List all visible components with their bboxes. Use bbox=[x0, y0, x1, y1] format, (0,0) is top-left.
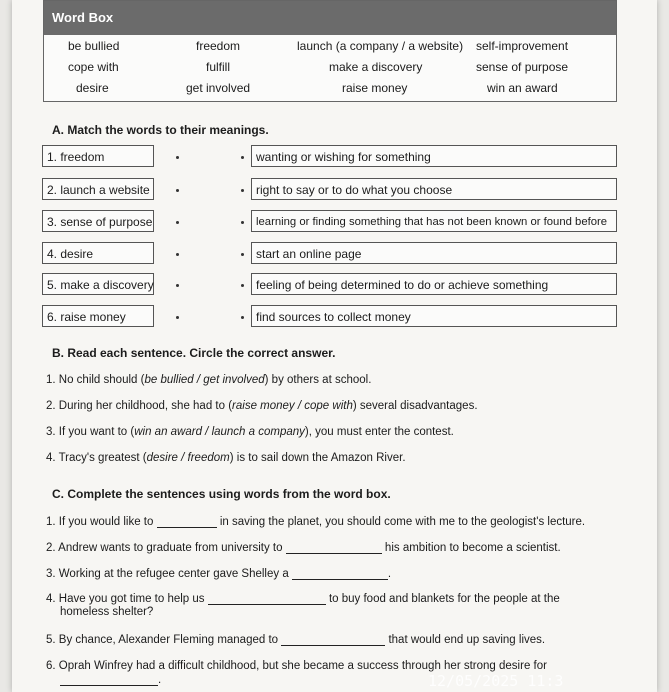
match-right-item: right to say or to do what you choose bbox=[251, 178, 617, 200]
word-item: fulfill bbox=[206, 60, 231, 74]
photo-timestamp: 12/05/2025 11:3 bbox=[428, 672, 564, 690]
word-item: launch (a company / a website) bbox=[297, 39, 464, 53]
circle-sentence bbox=[46, 426, 454, 438]
match-dot-right[interactable] bbox=[241, 253, 244, 256]
section-a-heading: A. Match the words to their meanings. bbox=[52, 123, 269, 137]
answer-options[interactable]: desire / freedom bbox=[146, 452, 230, 464]
sentence-text: 5. By chance, Alexander Fleming managed to bbox=[46, 634, 279, 646]
word-item: make a discovery bbox=[329, 60, 423, 74]
match-dot-left[interactable] bbox=[176, 316, 179, 319]
match-dot-left[interactable] bbox=[176, 221, 179, 224]
sentence-text: ) several disadvantages. bbox=[352, 400, 478, 412]
sentence-text: to buy food and blankets for the people at the bbox=[328, 593, 560, 605]
match-dot-left[interactable] bbox=[176, 253, 179, 256]
sentence-text: ) is to sail down the Amazon River. bbox=[229, 452, 406, 464]
match-left-item: 2. launch a website bbox=[42, 178, 154, 200]
section-b-heading: B. Read each sentence. Circle the correct answer. bbox=[52, 346, 336, 360]
match-dot-left[interactable] bbox=[176, 156, 179, 159]
answer-blank[interactable] bbox=[157, 515, 217, 528]
fill-sentence bbox=[46, 515, 585, 528]
sentence-text: 2. Andrew wants to graduate from university to bbox=[46, 542, 283, 554]
answer-options[interactable]: be bullied / get involved bbox=[144, 374, 265, 386]
sentence-text: ), you must enter the contest. bbox=[304, 426, 454, 438]
word-box-grid bbox=[44, 35, 616, 101]
sentence-text: ) by others at school. bbox=[264, 374, 372, 386]
answer-blank[interactable] bbox=[292, 567, 388, 580]
fill-sentence bbox=[46, 541, 561, 554]
answer-blank[interactable] bbox=[60, 673, 158, 686]
word-item: desire bbox=[76, 81, 109, 95]
word-item: win an award bbox=[487, 81, 558, 95]
sentence-text: 3. Working at the refugee center gave Shelley a bbox=[46, 568, 289, 580]
circle-sentence bbox=[46, 400, 478, 412]
sentence-text: 3. If you want to ( bbox=[46, 426, 135, 438]
match-left-item: 1. freedom bbox=[42, 145, 154, 167]
circle-sentence bbox=[46, 452, 406, 464]
match-left-item: 4. desire bbox=[42, 242, 154, 264]
word-item: cope with bbox=[68, 60, 119, 74]
word-item: freedom bbox=[196, 39, 241, 53]
sentence-text: . bbox=[387, 568, 392, 580]
match-right-item: find sources to collect money bbox=[251, 305, 617, 327]
word-item: be bullied bbox=[68, 39, 120, 53]
fill-sentence-continued: homeless shelter? bbox=[60, 606, 154, 618]
match-right-item: feeling of being determined to do or achieve something bbox=[251, 273, 617, 295]
section-c-heading: C. Complete the sentences using words from the word box. bbox=[52, 487, 391, 501]
match-dot-left[interactable] bbox=[176, 284, 179, 287]
sentence-text: 4. Tracy's greatest ( bbox=[46, 452, 147, 464]
match-right-item: wanting or wishing for something bbox=[251, 145, 617, 167]
word-item: raise money bbox=[342, 81, 408, 95]
match-left-item: 6. raise money bbox=[42, 305, 154, 327]
match-dot-right[interactable] bbox=[241, 189, 244, 192]
fill-sentence bbox=[46, 567, 391, 580]
match-right-item: start an online page bbox=[251, 242, 617, 264]
sentence-text: 1. No child should ( bbox=[46, 374, 145, 386]
fill-sentence-continued bbox=[60, 673, 161, 686]
sentence-text: 4. Have you got time to help us bbox=[46, 593, 205, 605]
answer-options[interactable]: win an award / launch a company bbox=[134, 426, 305, 438]
word-item: sense of purpose bbox=[476, 60, 569, 74]
match-dot-right[interactable] bbox=[241, 284, 244, 287]
match-dot-right[interactable] bbox=[241, 316, 244, 319]
sentence-text: 1. If you would like to bbox=[46, 516, 154, 528]
sentence-text: that would end up saving lives. bbox=[388, 634, 546, 646]
match-right-item: learning or finding something that has not been known or found before bbox=[251, 210, 617, 232]
sentence-text: his ambition to become a scientist. bbox=[384, 542, 561, 554]
answer-blank[interactable] bbox=[286, 541, 382, 554]
answer-blank[interactable] bbox=[208, 592, 326, 605]
word-box bbox=[43, 0, 617, 102]
answer-blank[interactable] bbox=[281, 633, 385, 646]
match-dot-right[interactable] bbox=[241, 221, 244, 224]
word-item: self-improvement bbox=[476, 39, 569, 53]
match-dot-right[interactable] bbox=[241, 156, 244, 159]
fill-sentence bbox=[46, 633, 545, 646]
word-box-title: Word Box bbox=[44, 1, 616, 35]
match-dot-left[interactable] bbox=[176, 189, 179, 192]
match-left-item: 5. make a discovery bbox=[42, 273, 154, 295]
fill-sentence bbox=[46, 660, 547, 672]
answer-options[interactable]: raise money / cope with bbox=[232, 400, 353, 412]
sentence-text: 6. Oprah Winfrey had a difficult childhood, but she became a success through her strong desire for bbox=[46, 660, 547, 672]
match-left-item: 3. sense of purpose bbox=[42, 210, 154, 232]
sentence-text: in saving the planet, you should come with me to the geologist's lecture. bbox=[219, 516, 586, 528]
sentence-text: . bbox=[158, 674, 162, 686]
sentence-text: 2. During her childhood, she had to ( bbox=[46, 400, 233, 412]
word-item: get involved bbox=[186, 81, 251, 95]
circle-sentence bbox=[46, 374, 371, 386]
fill-sentence bbox=[46, 592, 560, 605]
